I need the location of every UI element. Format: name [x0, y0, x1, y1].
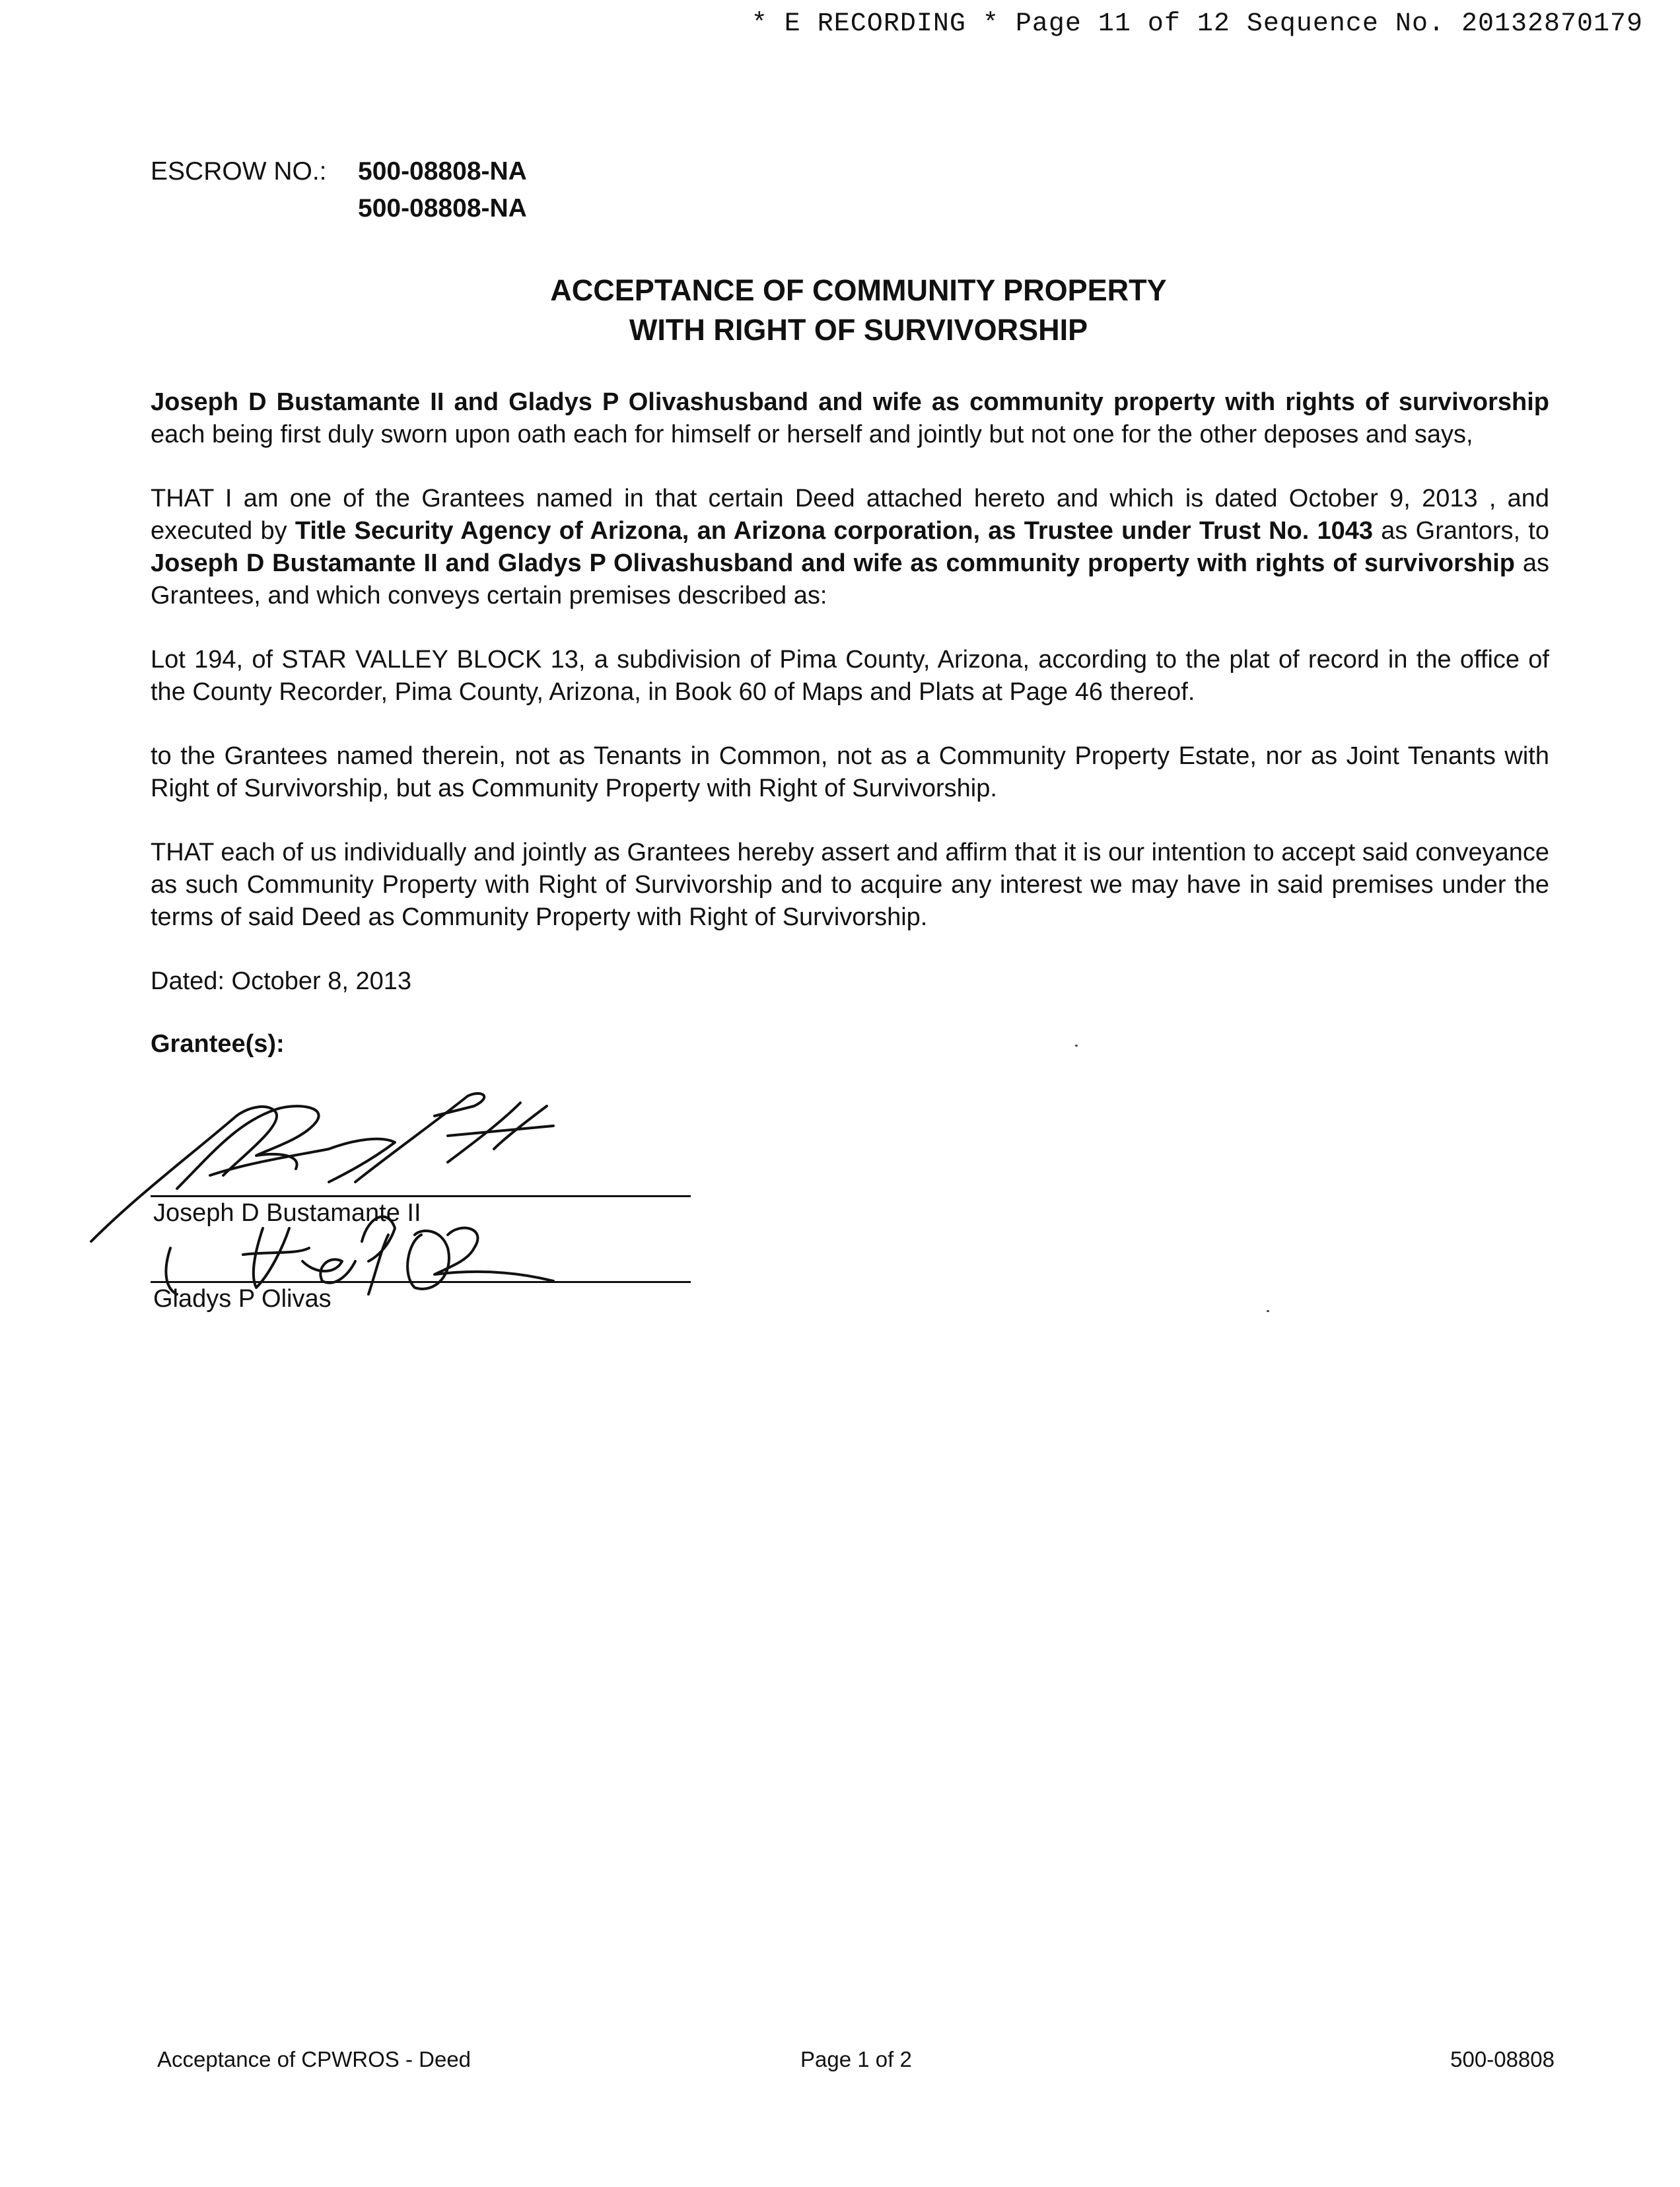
signature-joseph-stroke-5	[448, 1103, 553, 1162]
footer-document-name: Acceptance of CPWROS - Deed	[157, 2047, 472, 2071]
recording-header: * E RECORDING * Page 11 of 12 Sequence No. 20132870179	[751, 9, 1643, 39]
paragraph-deed	[151, 483, 1549, 612]
title-line-2: WITH RIGHT OF SURVIVORSHIP	[629, 313, 1088, 347]
signature-line-2	[151, 1281, 691, 1283]
scan-speck	[1075, 1045, 1078, 1047]
title-line-1: ACCEPTANCE OF COMMUNITY PROPERTY	[550, 273, 1167, 307]
paragraph-1-text: each being first duly sworn upon oath each for himself or herself and jointly but not one for the other deposes and says,	[151, 421, 1473, 448]
signer-name-2: Gladys P Olivas	[153, 1285, 332, 1313]
grantees-names-bold-2: Joseph D Bustamante II and Gladys P Olivashusband and wife as community property with rights of survivorship	[151, 549, 1515, 577]
escrow-label: ESCROW NO.:	[151, 157, 327, 186]
signature-line-1	[151, 1195, 691, 1197]
document-body	[151, 386, 1549, 1060]
paragraph-affirmation: THAT each of us individually and jointly as Grantees hereby assert and affirm that it is our intention to accept said conveyance as such Community Property with Right of Survivorship and to acquire any interest we may have in said premises under the terms of said Deed as Community Property with Right of Survivorship.	[151, 839, 1549, 931]
dated-line: Dated: October 8, 2013	[151, 967, 412, 995]
grantor-name-bold: Title Security Agency of Arizona, an Arizona corporation, as Trustee under Trust No. 1043	[295, 517, 1374, 545]
paragraph-2-text-c: as Grantors, to	[1373, 517, 1549, 545]
signature-gladys-stroke-3	[302, 1259, 355, 1282]
paragraph-deponents	[151, 386, 1549, 451]
footer-page-number: Page 1 of 2	[800, 2047, 912, 2071]
footer-file-number: 500-08808	[1450, 2047, 1555, 2071]
paragraph-2-text-e: as Grantees, and which conveys certain premises described as:	[151, 549, 1549, 609]
escrow-number-1: 500-08808-NA	[358, 157, 527, 186]
paragraph-legal-description: Lot 194, of STAR VALLEY BLOCK 13, a subdivision of Pima County, Arizona, according to the plat of record in the office of the County Recorder, Pima County, Arizona, in Book 60 of Maps and Plats at Page 46 thereof.	[151, 646, 1549, 706]
escrow-block	[151, 153, 527, 227]
paragraph-2-text-a: THAT I am one of the Grantees named in that certain Deed attached hereto and which is dated October 9, 2013 , and executed by	[151, 485, 1549, 545]
signature-gladys-stroke-2	[243, 1228, 309, 1288]
escrow-number-2: 500-08808-NA	[358, 194, 527, 223]
scan-speck	[1267, 1310, 1269, 1312]
paragraph-tenancy: to the Grantees named therein, not as Tenants in Common, not as a Community Property Estate, nor as Joint Tenants with Right of Survivorship, but as Community Property with Right of Survivorship.	[151, 742, 1549, 802]
escrow-row-1	[151, 153, 527, 190]
grantees-label: Grantee(s):	[151, 1030, 285, 1058]
signer-name-1: Joseph D Bustamante II	[153, 1199, 421, 1227]
signature-block	[151, 1083, 811, 1334]
signature-gladys-stroke-5	[407, 1228, 553, 1289]
grantees-names-bold: Joseph D Bustamante II and Gladys P Olivashusband and wife as community property with rights of survivorship	[151, 388, 1549, 416]
document-title	[0, 271, 1680, 350]
